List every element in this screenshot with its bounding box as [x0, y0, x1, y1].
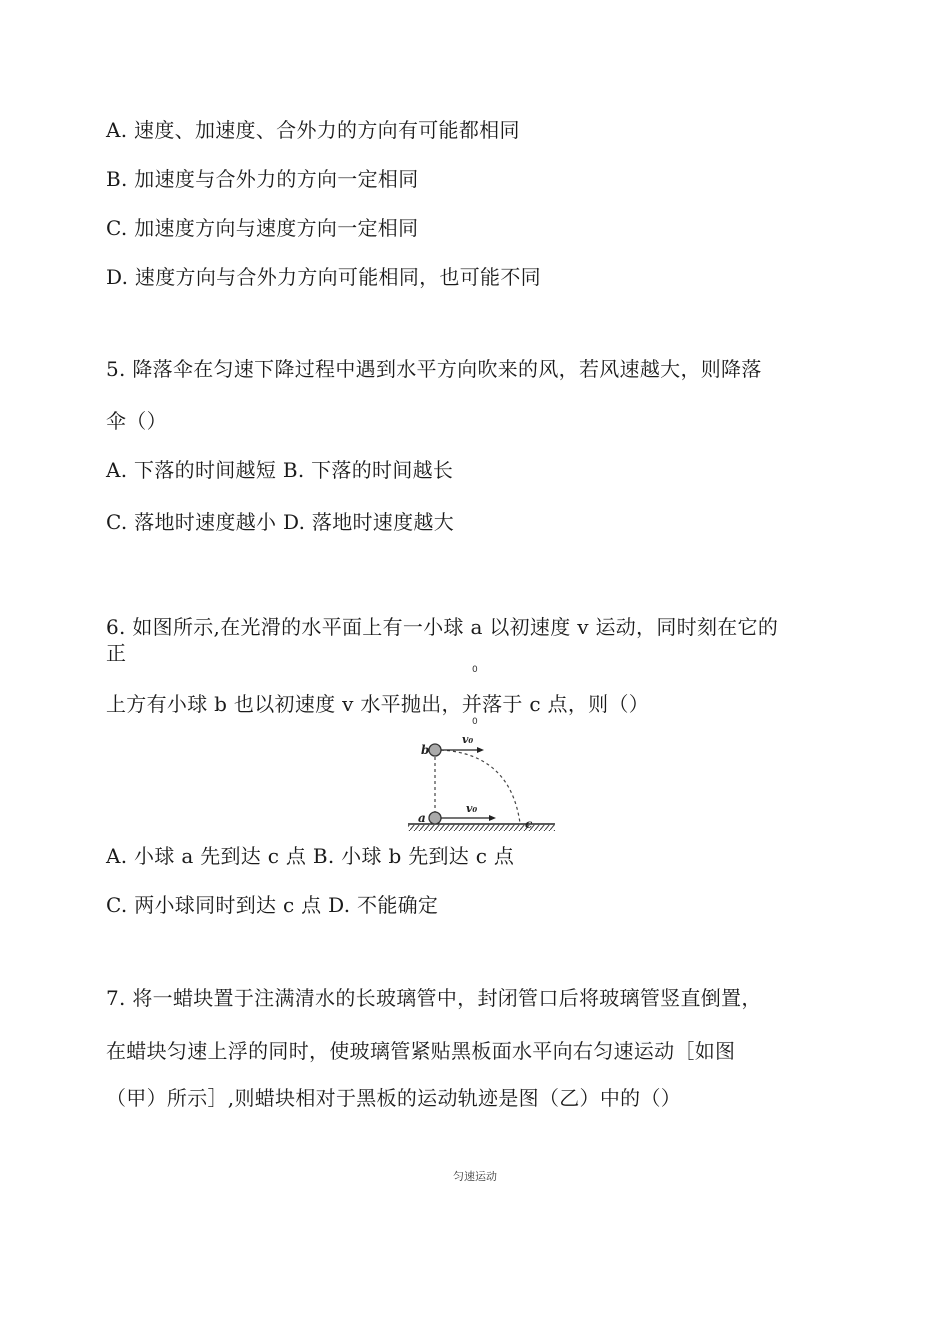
- ball-a: [429, 812, 441, 824]
- q6-projectile-figure: [400, 728, 560, 836]
- ground-surface: [408, 824, 555, 831]
- q6-stem-line1-wrap: 正: [106, 641, 127, 665]
- label-b: b: [421, 743, 430, 757]
- label-v0-bottom: v₀: [466, 802, 478, 815]
- q5-options-ab: A. 下落的时间越短 B. 下落的时间越长: [106, 458, 454, 482]
- label-v0-top: v₀: [462, 733, 474, 746]
- ball-b: [429, 744, 441, 756]
- q5-stem-line1: 5. 降落伞在匀速下降过程中遇到水平方向吹来的风，若风速越大，则降落: [106, 357, 762, 381]
- label-a: a: [418, 811, 426, 825]
- label-c: c: [525, 817, 533, 831]
- q4-option-d: D. 速度方向与合外力方向可能相同，也可能不同: [106, 265, 541, 289]
- q6-subscript-1: 0: [472, 665, 478, 675]
- q4-option-b: B. 加速度与合外力的方向一定相同: [106, 167, 419, 191]
- q5-options-cd: C. 落地时速度越小 D. 落地时速度越大: [106, 510, 454, 534]
- q6-options-ab: A. 小球 a 先到达 c 点 B. 小球 b 先到达 c 点: [106, 844, 515, 868]
- q7-stem-line2: 在蜡块匀速上浮的同时，使玻璃管紧贴黑板面水平向右匀速运动［如图: [106, 1039, 736, 1063]
- trajectory-curve: [441, 750, 520, 823]
- q4-option-a: A. 速度、加速度、合外力的方向有可能都相同: [106, 118, 520, 142]
- q7-stem-line3: （甲）所示］,则蜡块相对于黑板的运动轨迹是图（乙）中的（）: [106, 1086, 682, 1110]
- q7-stem-line1: 7. 将一蜡块置于注满清水的长玻璃管中，封闭管口后将玻璃管竖直倒置，: [106, 986, 762, 1010]
- velocity-arrow-bottom: [441, 815, 496, 821]
- velocity-arrow-top: [441, 747, 484, 753]
- figure-caption: 匀速运动: [453, 1170, 497, 1183]
- q4-option-c: C. 加速度方向与速度方向一定相同: [106, 216, 419, 240]
- q6-stem-line1: 6. 如图所示,在光滑的水平面上有一小球 a 以初速度 v 运动，同时刻在它的: [106, 615, 779, 639]
- q6-options-cd: C. 两小球同时到达 c 点 D. 不能确定: [106, 893, 439, 917]
- q5-stem-line2: 伞（）: [106, 409, 167, 433]
- q6-stem-line2: 上方有小球 b 也以初速度 v 水平抛出，并落于 c 点，则（）: [106, 692, 650, 716]
- q6-subscript-2: 0: [472, 717, 478, 727]
